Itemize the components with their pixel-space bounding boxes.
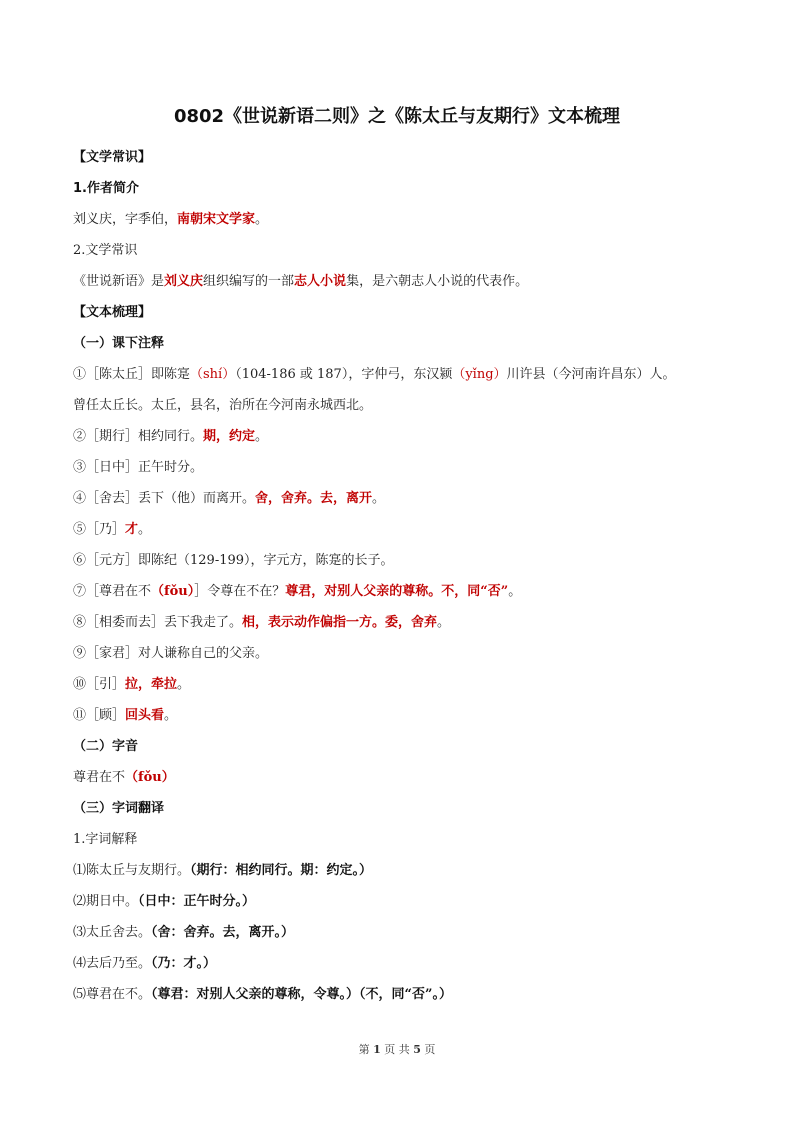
note-9: ⑨［家君］对人谦称自己的父亲。 (73, 646, 269, 661)
translation-4 (73, 955, 216, 973)
common-genre: 志人小说 (294, 274, 347, 289)
footer-page-number: 1 (373, 1043, 381, 1056)
note-8-text: ⑧［相委而去］丢下我走了。 (73, 615, 243, 630)
common-text-a: 《世说新语》是 (73, 274, 165, 289)
note-5 (73, 521, 151, 539)
author-dynasty: 南朝宋文学家 (177, 212, 256, 227)
footer-total-pages: 5 (413, 1043, 421, 1056)
word-explain-heading: 1.字词解释 (73, 832, 138, 847)
sound-text: 尊君在不 (73, 770, 126, 785)
note-7-text: ⑦［尊君在不 (73, 584, 152, 599)
section-text-heading: 【文本梳理】 (73, 305, 152, 320)
note-8 (73, 614, 450, 632)
sound-pinyin: （fǒu） (125, 770, 175, 785)
translation-2 (73, 893, 255, 911)
note-1-text: ①［陈太丘］即陈寔 (73, 367, 191, 382)
note-7-text-mid: ］令尊在不在？ (194, 584, 286, 599)
footer-prefix: 第 (358, 1043, 370, 1056)
sound-heading: （二）字音 (73, 739, 139, 754)
note-6: ⑥［元方］即陈纪（129-199），字元方，陈寔的长子。 (73, 553, 394, 568)
note-4-text: ④［舍去］丢下（他）而离开。 (73, 491, 256, 506)
note-11-end: 。 (164, 708, 178, 723)
translation-5-sentence: ⑸尊君在不。 (73, 987, 152, 1002)
note-1-text-end: 川许县（今河南许昌东）人。 (506, 367, 676, 382)
note-1-text-mid: （104-186 或 187），字仲弓，东汉颍 (235, 367, 453, 382)
note-4 (73, 490, 385, 508)
footer-suffix: 页 (424, 1043, 436, 1056)
note-10-end: 。 (177, 677, 191, 692)
page-footer (0, 1042, 794, 1058)
note-11-text: ⑪［顾］ (73, 708, 126, 723)
translation-1 (73, 862, 372, 880)
translation-2-gloss: （日中：正午时分。） (138, 894, 256, 909)
note-7-highlight: 尊君，对别人父亲的尊称。不，同“否” (285, 584, 509, 599)
note-8-end: 。 (437, 615, 451, 630)
note-2-text: ②［期行］相约同行。 (73, 429, 204, 444)
common-text-c: 组织编写的一部 (203, 274, 295, 289)
author-intro-line (73, 211, 268, 229)
note-5-text: ⑤［乃］ (73, 522, 126, 537)
note-5-end: 。 (138, 522, 152, 537)
note-1-pinyin-shi: （shí） (190, 367, 236, 382)
translation-3-sentence: ⑶太丘舍去。 (73, 925, 152, 940)
note-8-highlight: 相，表示动作偏指一方。委，舍弃 (242, 615, 438, 630)
translation-3 (73, 924, 294, 942)
note-2 (73, 428, 268, 446)
translation-4-sentence: ⑷去后乃至。 (73, 956, 152, 971)
note-10-text: ⑩［引］ (73, 677, 126, 692)
note-11-highlight: 回头看 (125, 708, 165, 723)
note-7-end: 。 (508, 584, 522, 599)
note-1-pinyin-ying: （yǐng） (452, 367, 507, 382)
translation-heading: （三）字词翻译 (73, 801, 165, 816)
note-10 (73, 676, 190, 694)
note-7 (73, 583, 521, 601)
translation-1-sentence: ⑴陈太丘与友期行。 (73, 863, 191, 878)
note-1 (73, 366, 676, 384)
author-end: 。 (255, 212, 269, 227)
translation-5-gloss: （尊君：对别人父亲的尊称，令尊。）（不，同“否”。） (151, 987, 452, 1002)
common-text-e: 集，是六朝志人小说的代表作。 (346, 274, 529, 289)
note-3: ③［日中］正午时分。 (73, 460, 204, 475)
translation-4-gloss: （乃：才。） (151, 956, 217, 971)
sound-line (73, 769, 175, 787)
common-author: 刘义庆 (164, 274, 204, 289)
section-literature-heading: 【文学常识】 (73, 150, 152, 165)
notes-heading: （一）课下注释 (73, 336, 165, 351)
translation-3-gloss: （舍：舍弃。去，离开。） (151, 925, 295, 940)
note-10-highlight: 拉，牵拉 (125, 677, 178, 692)
note-7-pinyin: （fǒu） (151, 584, 195, 599)
common-sense-line (73, 273, 528, 291)
note-11 (73, 707, 177, 725)
common-sense-heading: 2.文学常识 (73, 243, 138, 258)
footer-middle: 页 共 (384, 1043, 410, 1056)
note-1-continued: 曾任太丘长。太丘，县名，治所在今河南永城西北。 (73, 398, 373, 413)
note-2-highlight: 期，约定 (203, 429, 256, 444)
author-intro-heading: 1.作者简介 (73, 181, 139, 196)
note-5-highlight: 才 (125, 522, 139, 537)
translation-5 (73, 986, 452, 1004)
author-text: 刘义庆，字季伯， (73, 212, 178, 227)
translation-2-sentence: ⑵期日中。 (73, 894, 139, 909)
note-4-end: 。 (372, 491, 386, 506)
translation-1-gloss: （期行：相约同行。期：约定。） (190, 863, 373, 878)
page-title: 0802《世说新语二则》之《陈太丘与友期行》文本梳理 (173, 106, 621, 127)
note-4-highlight: 舍，舍弃。去，离开 (255, 491, 373, 506)
note-2-end: 。 (255, 429, 269, 444)
